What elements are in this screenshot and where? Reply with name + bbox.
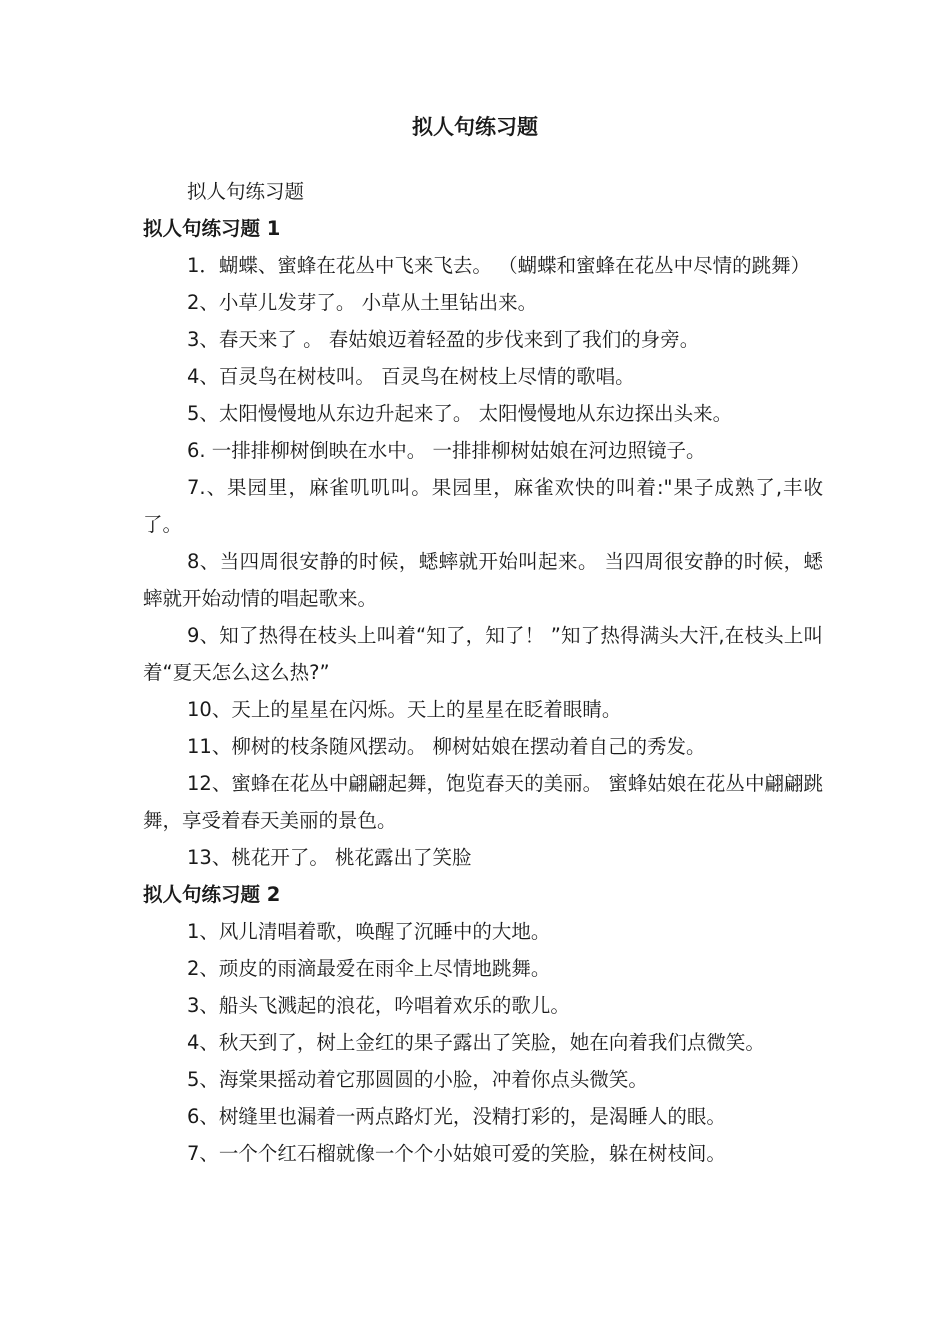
exercise-item: 11、柳树的枝条随风摆动。 柳树姑娘在摆动着自己的秀发。 <box>187 735 706 758</box>
exercise-item: 10、天上的星星在闪烁。天上的星星在眨着眼睛。 <box>187 698 622 721</box>
exercise-item: 4、百灵鸟在树枝叫。 百灵鸟在树枝上尽情的歌唱。 <box>187 365 635 388</box>
exercise-item: 4、秋天到了，树上金红的果子露出了笑脸，她在向着我们点微笑。 <box>187 1031 765 1054</box>
exercise-item: 5、海棠果摇动着它那圆圆的小脸，冲着你点头微笑。 <box>187 1068 648 1091</box>
intro-line: 拟人句练习题 <box>187 180 305 203</box>
document-body <box>143 173 823 1172</box>
exercise-item: 12、蜜蜂在花丛中翩翩起舞，饱览春天的美丽。 蜜蜂姑娘在花丛中翩翩跳舞，享受着春天美丽的景色。 <box>143 772 823 832</box>
exercise-item: 8、当四周很安静的时候，蟋蟀就开始叫起来。 当四周很安静的时候，蟋蟀就开始动情的唱起歌来。 <box>143 550 823 610</box>
exercise-item: 6、树缝里也漏着一两点路灯光，没精打彩的，是渴睡人的眼。 <box>187 1105 726 1128</box>
document-title: 拟人句练习题 <box>412 115 538 139</box>
section-heading-2: 拟人句练习题 2 <box>143 883 281 906</box>
section-heading-1: 拟人句练习题 1 <box>143 217 281 240</box>
exercise-item: 6. 一排排柳树倒映在水中。 一排排柳树姑娘在河边照镜子。 <box>187 439 706 462</box>
exercise-item: 1、风儿清唱着歌，唤醒了沉睡中的大地。 <box>187 920 551 943</box>
exercise-item: 2、小草儿发芽了。 小草从土里钻出来。 <box>187 291 538 314</box>
exercise-item: 7.、果园里，麻雀叽叽叫。果园里，麻雀欢快的叫着:"果子成熟了,丰收了。 <box>143 476 823 536</box>
exercise-item: 5、太阳慢慢地从东边升起来了。 太阳慢慢地从东边探出头来。 <box>187 402 733 425</box>
exercise-item: 3、春天来了 。 春姑娘迈着轻盈的步伐来到了我们的身旁。 <box>187 328 700 351</box>
exercise-item: 3、船头飞溅起的浪花，吟唱着欢乐的歌儿。 <box>187 994 570 1017</box>
exercise-item: 13、桃花开了。 桃花露出了笑脸 <box>187 846 472 869</box>
exercise-item: 9、知了热得在枝头上叫着“知了，知了！ ”知了热得满头大汗,在枝头上叫着“夏天怎么这么热?” <box>143 624 823 684</box>
exercise-item: 2、顽皮的雨滴最爱在雨伞上尽情地跳舞。 <box>187 957 551 980</box>
exercise-item: 7、一个个红石榴就像一个个小姑娘可爱的笑脸，躲在树枝间。 <box>187 1142 726 1165</box>
exercise-item: 1．蝴蝶、蜜蜂在花丛中飞来飞去。 （蝴蝶和蜜蜂在花丛中尽情的跳舞） <box>187 254 811 277</box>
